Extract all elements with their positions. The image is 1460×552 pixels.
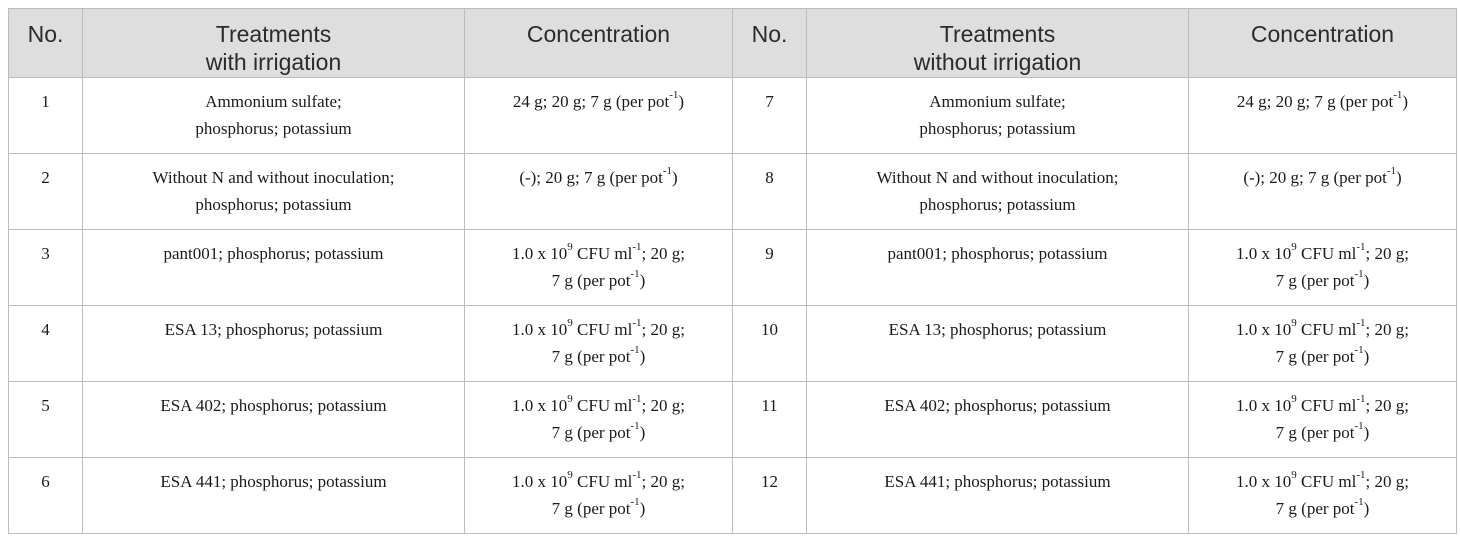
treatment-without-irrigation bbox=[807, 78, 1189, 154]
treatment-with-irrigation bbox=[83, 78, 465, 154]
concentration-line bbox=[473, 468, 724, 495]
concentration-superscript: 9 bbox=[567, 393, 573, 406]
treatment-without-irrigation bbox=[807, 230, 1189, 306]
header-no-right: No. bbox=[733, 9, 807, 78]
concentration-text: ; 20 g; bbox=[1365, 244, 1409, 263]
concentration-superscript: 9 bbox=[567, 241, 573, 254]
concentration-superscript: -1 bbox=[669, 89, 679, 102]
concentration-right bbox=[1189, 78, 1457, 154]
treatment-line: Ammonium sulfate; bbox=[929, 92, 1066, 111]
concentration-line bbox=[1197, 316, 1448, 343]
concentration-text: ; 20 g; bbox=[1365, 472, 1409, 491]
concentration-superscript: -1 bbox=[1354, 344, 1364, 357]
row-number-left: 4 bbox=[9, 306, 83, 382]
concentration-text: 1.0 x 10 bbox=[1236, 472, 1292, 491]
concentration-superscript: -1 bbox=[630, 344, 640, 357]
concentration-superscript: -1 bbox=[630, 268, 640, 281]
concentration-line bbox=[473, 343, 724, 370]
concentration-superscript: -1 bbox=[662, 165, 673, 178]
concentration-text: ) bbox=[1396, 168, 1402, 187]
header-line: Treatments bbox=[939, 21, 1056, 47]
concentration-text: 7 g (per pot bbox=[1275, 423, 1355, 442]
concentration-text: 7 g (per pot bbox=[551, 499, 631, 518]
concentration-line bbox=[473, 88, 724, 115]
table-body bbox=[9, 78, 1457, 534]
concentration-left bbox=[465, 306, 733, 382]
concentration-line bbox=[473, 495, 724, 522]
treatment-line: ESA 441; phosphorus; potassium bbox=[160, 472, 387, 491]
concentration-text: ; 20 g; bbox=[641, 244, 685, 263]
concentration-text: (-); 20 g; 7 g (per pot bbox=[1243, 168, 1387, 187]
table-row bbox=[9, 78, 1457, 154]
row-number-left: 3 bbox=[9, 230, 83, 306]
concentration-text: 1.0 x 10 bbox=[1236, 396, 1292, 415]
concentration-right bbox=[1189, 230, 1457, 306]
concentration-line bbox=[473, 419, 724, 446]
table-row bbox=[9, 382, 1457, 458]
concentration-text: ) bbox=[639, 347, 646, 366]
concentration-text: 1.0 x 10 bbox=[512, 472, 568, 491]
treatment-without-irrigation bbox=[807, 458, 1189, 534]
concentration-text: CFU ml bbox=[572, 472, 633, 491]
concentration-superscript: 9 bbox=[1291, 317, 1297, 330]
treatment-with-irrigation bbox=[83, 382, 465, 458]
concentration-line bbox=[473, 240, 724, 267]
concentration-text: ; 20 g; bbox=[1365, 320, 1409, 339]
table-row bbox=[9, 230, 1457, 306]
concentration-text: CFU ml bbox=[1296, 320, 1357, 339]
concentration-text: ) bbox=[639, 499, 646, 518]
concentration-text: ) bbox=[1402, 92, 1409, 111]
concentration-text: ; 20 g; bbox=[1365, 396, 1409, 415]
concentration-line bbox=[1197, 419, 1448, 446]
concentration-text: ; 20 g; bbox=[641, 320, 685, 339]
concentration-text: ) bbox=[1363, 499, 1370, 518]
row-number-right: 11 bbox=[733, 382, 807, 458]
treatment-without-irrigation bbox=[807, 154, 1189, 230]
concentration-line bbox=[1197, 240, 1448, 267]
concentration-text: 1.0 x 10 bbox=[512, 320, 568, 339]
concentration-text: ; 20 g; bbox=[641, 472, 685, 491]
concentration-superscript: -1 bbox=[1354, 420, 1364, 433]
table-row bbox=[9, 154, 1457, 230]
concentration-text: (-); 20 g; 7 g (per pot bbox=[519, 168, 663, 187]
concentration-line bbox=[1197, 495, 1448, 522]
row-number-left: 2 bbox=[9, 154, 83, 230]
concentration-text: ) bbox=[639, 271, 646, 290]
concentration-text: ) bbox=[1363, 423, 1370, 442]
treatment-line: phosphorus; potassium bbox=[919, 195, 1076, 214]
concentration-text: 1.0 x 10 bbox=[512, 396, 568, 415]
concentration-right bbox=[1189, 382, 1457, 458]
concentration-superscript: -1 bbox=[1356, 317, 1366, 330]
treatment-with-irrigation bbox=[83, 230, 465, 306]
header-concentration-right: Concentration bbox=[1189, 9, 1457, 78]
treatment-without-irrigation bbox=[807, 382, 1189, 458]
treatment-line: Without N and without inoculation; bbox=[876, 168, 1119, 187]
row-number-right: 8 bbox=[733, 154, 807, 230]
concentration-superscript: 9 bbox=[567, 317, 573, 330]
treatment-line: Ammonium sulfate; bbox=[205, 92, 342, 111]
concentration-superscript: -1 bbox=[1356, 241, 1366, 254]
concentration-left bbox=[465, 154, 733, 230]
concentration-text: 1.0 x 10 bbox=[1236, 320, 1292, 339]
treatment-line: ESA 13; phosphorus; potassium bbox=[164, 320, 383, 339]
concentration-left bbox=[465, 458, 733, 534]
concentration-superscript: -1 bbox=[630, 496, 640, 509]
concentration-text: 7 g (per pot bbox=[551, 347, 631, 366]
concentration-superscript: -1 bbox=[1356, 393, 1366, 406]
row-number-right: 9 bbox=[733, 230, 807, 306]
concentration-superscript: 9 bbox=[1291, 393, 1297, 406]
treatment-with-irrigation bbox=[83, 458, 465, 534]
treatment-line: ESA 402; phosphorus; potassium bbox=[160, 396, 387, 415]
row-number-right: 10 bbox=[733, 306, 807, 382]
concentration-right bbox=[1189, 154, 1457, 230]
concentration-text: 7 g (per pot bbox=[551, 271, 631, 290]
concentration-text: CFU ml bbox=[572, 320, 633, 339]
treatment-line: ESA 13; phosphorus; potassium bbox=[888, 320, 1107, 339]
header-row bbox=[9, 9, 1457, 78]
concentration-text: CFU ml bbox=[572, 244, 633, 263]
concentration-left bbox=[465, 78, 733, 154]
concentration-text: 1.0 x 10 bbox=[1236, 244, 1292, 263]
concentration-superscript: -1 bbox=[632, 393, 642, 406]
concentration-text: CFU ml bbox=[1296, 396, 1357, 415]
concentration-text: ; 20 g; bbox=[641, 396, 685, 415]
concentration-line bbox=[1197, 88, 1448, 115]
concentration-text: 1.0 x 10 bbox=[512, 244, 568, 263]
header-line: with irrigation bbox=[205, 49, 342, 75]
concentration-line bbox=[473, 267, 724, 294]
concentration-superscript: -1 bbox=[1354, 268, 1364, 281]
row-number-left: 1 bbox=[9, 78, 83, 154]
header-line: without irrigation bbox=[913, 49, 1082, 75]
concentration-line bbox=[1197, 392, 1448, 419]
concentration-line bbox=[1197, 164, 1448, 191]
header-concentration-left: Concentration bbox=[465, 9, 733, 78]
treatments-table bbox=[8, 8, 1457, 534]
concentration-text: CFU ml bbox=[572, 396, 633, 415]
treatment-with-irrigation bbox=[83, 154, 465, 230]
table-header bbox=[9, 9, 1457, 78]
concentration-right bbox=[1189, 306, 1457, 382]
row-number-left: 6 bbox=[41, 472, 50, 491]
header-treatments-without-irrigation bbox=[807, 9, 1189, 78]
table-row bbox=[9, 306, 1457, 382]
treatment-line: Without N and without inoculation; bbox=[152, 168, 395, 187]
concentration-superscript: -1 bbox=[630, 420, 640, 433]
concentration-text: ) bbox=[672, 168, 678, 187]
concentration-right bbox=[1189, 458, 1457, 534]
header-no-left: No. bbox=[9, 9, 83, 78]
concentration-text: 7 g (per pot bbox=[1275, 271, 1355, 290]
concentration-superscript: -1 bbox=[1393, 89, 1403, 102]
concentration-text: ) bbox=[1363, 347, 1370, 366]
concentration-line bbox=[473, 164, 724, 191]
table-row bbox=[9, 458, 1457, 534]
treatment-line: ESA 402; phosphorus; potassium bbox=[884, 396, 1111, 415]
concentration-superscript: -1 bbox=[1386, 165, 1397, 178]
concentration-text: ) bbox=[639, 423, 646, 442]
concentration-superscript: 9 bbox=[1291, 469, 1297, 482]
treatment-line: ESA 441; phosphorus; potassium bbox=[884, 472, 1111, 491]
concentration-superscript: -1 bbox=[632, 469, 642, 482]
concentration-left bbox=[465, 382, 733, 458]
concentration-superscript: -1 bbox=[632, 317, 642, 330]
treatment-line: phosphorus; potassium bbox=[919, 119, 1076, 138]
concentration-left bbox=[465, 230, 733, 306]
concentration-line bbox=[1197, 267, 1448, 294]
concentration-line bbox=[1197, 343, 1448, 370]
treatment-line: phosphorus; potassium bbox=[195, 195, 352, 214]
concentration-superscript: -1 bbox=[1354, 496, 1364, 509]
treatment-line: phosphorus; potassium bbox=[195, 119, 352, 138]
concentration-superscript: -1 bbox=[632, 241, 642, 254]
concentration-text: 24 g; 20 g; 7 g (per pot bbox=[512, 92, 670, 111]
row-number-right: 12 bbox=[733, 458, 807, 534]
concentration-superscript: 9 bbox=[567, 469, 573, 482]
header-treatments-with-irrigation bbox=[83, 9, 465, 78]
concentration-superscript: 9 bbox=[1291, 241, 1297, 254]
concentration-text: 24 g; 20 g; 7 g (per pot bbox=[1236, 92, 1394, 111]
concentration-line bbox=[473, 392, 724, 419]
concentration-text: 7 g (per pot bbox=[1275, 499, 1355, 518]
concentration-text: 7 g (per pot bbox=[551, 423, 631, 442]
concentration-text: 7 g (per pot bbox=[1275, 347, 1355, 366]
concentration-superscript: -1 bbox=[1356, 469, 1366, 482]
concentration-text: CFU ml bbox=[1296, 244, 1357, 263]
row-number-right: 7 bbox=[733, 78, 807, 154]
treatment-line: pant001; phosphorus; potassium bbox=[163, 244, 384, 263]
concentration-text: ) bbox=[678, 92, 685, 111]
concentration-line bbox=[473, 316, 724, 343]
header-line: Treatments bbox=[215, 21, 332, 47]
treatment-with-irrigation bbox=[83, 306, 465, 382]
concentration-text: CFU ml bbox=[1296, 472, 1357, 491]
concentration-text: ) bbox=[1363, 271, 1370, 290]
treatment-line: pant001; phosphorus; potassium bbox=[887, 244, 1108, 263]
concentration-line bbox=[1197, 468, 1448, 495]
treatment-without-irrigation bbox=[807, 306, 1189, 382]
row-number-left: 5 bbox=[9, 382, 83, 458]
